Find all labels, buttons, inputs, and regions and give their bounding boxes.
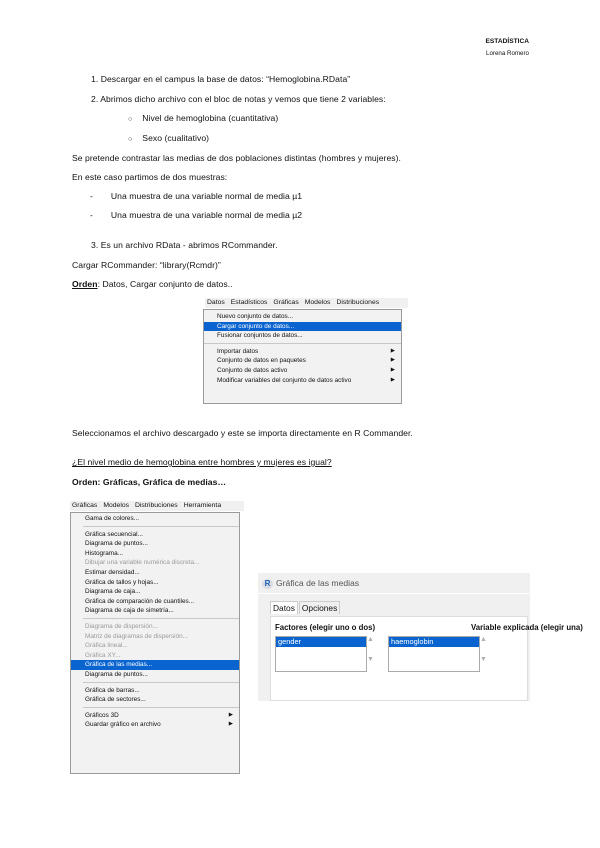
submenu-arrow-icon: ▶ — [390, 366, 395, 373]
menu-item-bar-graph[interactable]: Gráfica de barras... — [85, 686, 140, 694]
menu-estadisticos[interactable]: Estadísticos — [230, 299, 268, 306]
menu-item-color-palette[interactable]: Gama de colores... — [85, 515, 139, 522]
datos-dropdown-menu — [203, 309, 402, 404]
variable-label: Nivel de hemoglobina (cuantitativa) — [142, 113, 279, 123]
menu-item-label: Guardar gráfico en archivo — [85, 721, 161, 729]
dash-marker: - — [90, 210, 93, 220]
scroll-up-icon[interactable]: ▲ — [480, 636, 487, 643]
step-3: 3. Es un archivo RData - abrimos RCommander. — [91, 240, 278, 250]
menu-item-dot-plot[interactable]: Diagrama de puntos... — [85, 540, 148, 548]
menu-item-package-datasets[interactable] — [204, 356, 401, 366]
dialog-body — [270, 616, 583, 701]
submenu-arrow-icon: ▶ — [228, 711, 233, 718]
menu-item-active-dataset[interactable] — [204, 366, 401, 376]
paragraph: En este caso partimos de dos muestras: — [72, 172, 228, 182]
variable-item — [128, 133, 209, 145]
menu-item-line-graph: Gráfica lineal... — [85, 642, 128, 650]
menu-item-symmetry-boxplot[interactable]: Diagrama de caja de simetría... — [85, 607, 174, 615]
rcmdr-menubar — [205, 298, 408, 308]
menu-datos[interactable]: Datos — [207, 299, 225, 306]
menu-item-3d-graphs[interactable] — [71, 711, 239, 721]
dialog-titlebar — [262, 576, 359, 590]
paragraph: Cargar RCommander: “library(Rcmdr)” — [72, 260, 221, 270]
variable-item — [128, 113, 278, 125]
menu-distribuciones[interactable]: Distribuciones — [135, 502, 178, 509]
menu-item-discrete-plot: Dibujar una variable numérica discreta... — [85, 559, 200, 567]
menu-item-strip-chart[interactable]: Diagrama de puntos... — [85, 670, 148, 678]
menu-item-merge-datasets[interactable]: Fusionar conjuntos de datos... — [217, 332, 303, 340]
order-line-2: Orden: Gráficas, Gráfica de medias… — [72, 477, 227, 487]
menu-item-label: Importar datos — [217, 347, 259, 355]
sample-label: Una muestra de una variable normal de media µ1 — [110, 191, 303, 201]
menu-item-plot-of-means[interactable]: Gráfica de las medias... — [71, 660, 239, 670]
menu-item-load-dataset[interactable]: Cargar conjunto de datos... — [204, 322, 401, 332]
order-label: Orden — [72, 279, 98, 289]
step-2: 2. Abrimos dicho archivo con el bloc de notas y vemos que tiene 2 variables: — [91, 94, 386, 104]
menu-item-label: Modificar variables del conjunto de datos activo — [217, 376, 352, 384]
scroll-down-icon[interactable]: ▼ — [367, 656, 374, 663]
menu-modelos[interactable]: Modelos — [304, 299, 331, 306]
r-logo-icon: R — [262, 579, 273, 589]
bullet-icon: ○ — [128, 136, 133, 143]
order-line — [72, 279, 233, 290]
submenu-arrow-icon: ▶ — [228, 721, 233, 728]
factor-option-gender[interactable]: gender — [276, 637, 366, 647]
menu-item-density[interactable]: Estimar densidad... — [85, 568, 140, 576]
menu-item-boxplot[interactable]: Diagrama de caja... — [85, 588, 141, 596]
menu-distribuciones[interactable]: Distribuciones — [336, 299, 380, 306]
menu-item-label: Conjunto de datos en paquetes — [217, 357, 306, 365]
plot-of-means-dialog — [258, 573, 583, 701]
variable-label: Sexo (cualitativo) — [142, 133, 210, 143]
factors-listbox[interactable] — [275, 636, 367, 672]
menu-herramientas[interactable]: Herramienta — [183, 502, 222, 509]
response-scrollbar[interactable] — [480, 636, 490, 672]
document-author: Lorena Romero — [486, 50, 529, 57]
response-option-haemoglobin[interactable]: haemoglobin — [389, 637, 479, 647]
menu-item-label: Gráficos 3D — [85, 711, 119, 719]
menu-item-save-graph[interactable] — [71, 720, 239, 730]
menu-item-xy-plot: Gráfica XY... — [85, 651, 121, 659]
scroll-down-icon[interactable]: ▼ — [480, 656, 487, 663]
dialog-title: Gráfica de las medias — [276, 578, 360, 588]
menu-item-modify-variables[interactable] — [204, 376, 401, 386]
menu-item-new-dataset[interactable]: Nuevo conjunto de datos... — [217, 313, 294, 320]
paragraph: Se pretende contrastar las medias de dos poblaciones distintas (hombres y mujeres). — [72, 153, 401, 163]
menu-item-scatterplot: Diagrama de dispersión... — [85, 622, 158, 630]
order-text: : Datos, Cargar conjunto de datos.. — [97, 279, 233, 289]
dash-marker: - — [90, 191, 93, 201]
sample-item — [90, 191, 302, 202]
submenu-arrow-icon: ▶ — [390, 347, 395, 354]
document-title: ESTADÍSTICA — [485, 38, 529, 45]
dialog-tabs — [270, 601, 340, 615]
submenu-arrow-icon: ▶ — [390, 357, 395, 364]
menu-item-label: Conjunto de datos activo — [217, 366, 288, 374]
sample-label: Una muestra de una variable normal de media µ2 — [110, 210, 303, 220]
menu-item-qq-plot[interactable]: Gráfica de comparación de cuantiles... — [85, 597, 195, 605]
menu-modelos[interactable]: Modelos — [103, 502, 130, 509]
scroll-up-icon[interactable]: ▲ — [367, 636, 374, 643]
tab-opciones[interactable]: Opciones — [299, 601, 340, 614]
tab-datos[interactable]: Datos — [270, 601, 298, 614]
menu-graficas[interactable]: Gráficas — [273, 299, 299, 306]
response-listbox[interactable] — [388, 636, 480, 672]
menu-item-pie-chart[interactable]: Gráfica de sectores... — [85, 696, 146, 704]
menu-item-histogram[interactable]: Histograma... — [85, 549, 124, 557]
sample-item — [90, 210, 302, 221]
step-1: 1. Descargar en el campus la base de datos: “Hemoglobina.RData” — [91, 74, 351, 84]
response-label: Variable explicada (elegir una) — [471, 623, 583, 632]
bullet-icon: ○ — [128, 116, 133, 123]
menu-item-index-plot[interactable]: Gráfica secuencial... — [85, 530, 143, 538]
menu-graficas[interactable]: Gráficas — [72, 502, 98, 509]
graficas-dropdown-menu — [70, 512, 240, 774]
factors-scrollbar[interactable] — [367, 636, 377, 672]
menu-item-scatterplot-matrix: Matriz de diagramas de dispersión... — [85, 632, 189, 640]
factors-label: Factores (elegir uno o dos) — [275, 623, 376, 632]
menu-item-import-data[interactable] — [204, 347, 401, 357]
menu-item-stem-leaf[interactable]: Gráfica de tallos y hojas... — [85, 578, 159, 586]
rcmdr-menubar-2 — [70, 501, 244, 511]
question: ¿El nivel medio de hemoglobina entre hombres y mujeres es igual? — [72, 457, 332, 467]
submenu-arrow-icon: ▶ — [390, 376, 395, 383]
paragraph: Seleccionamos el archivo descargado y este se importa directamente en R Commander. — [72, 428, 413, 438]
